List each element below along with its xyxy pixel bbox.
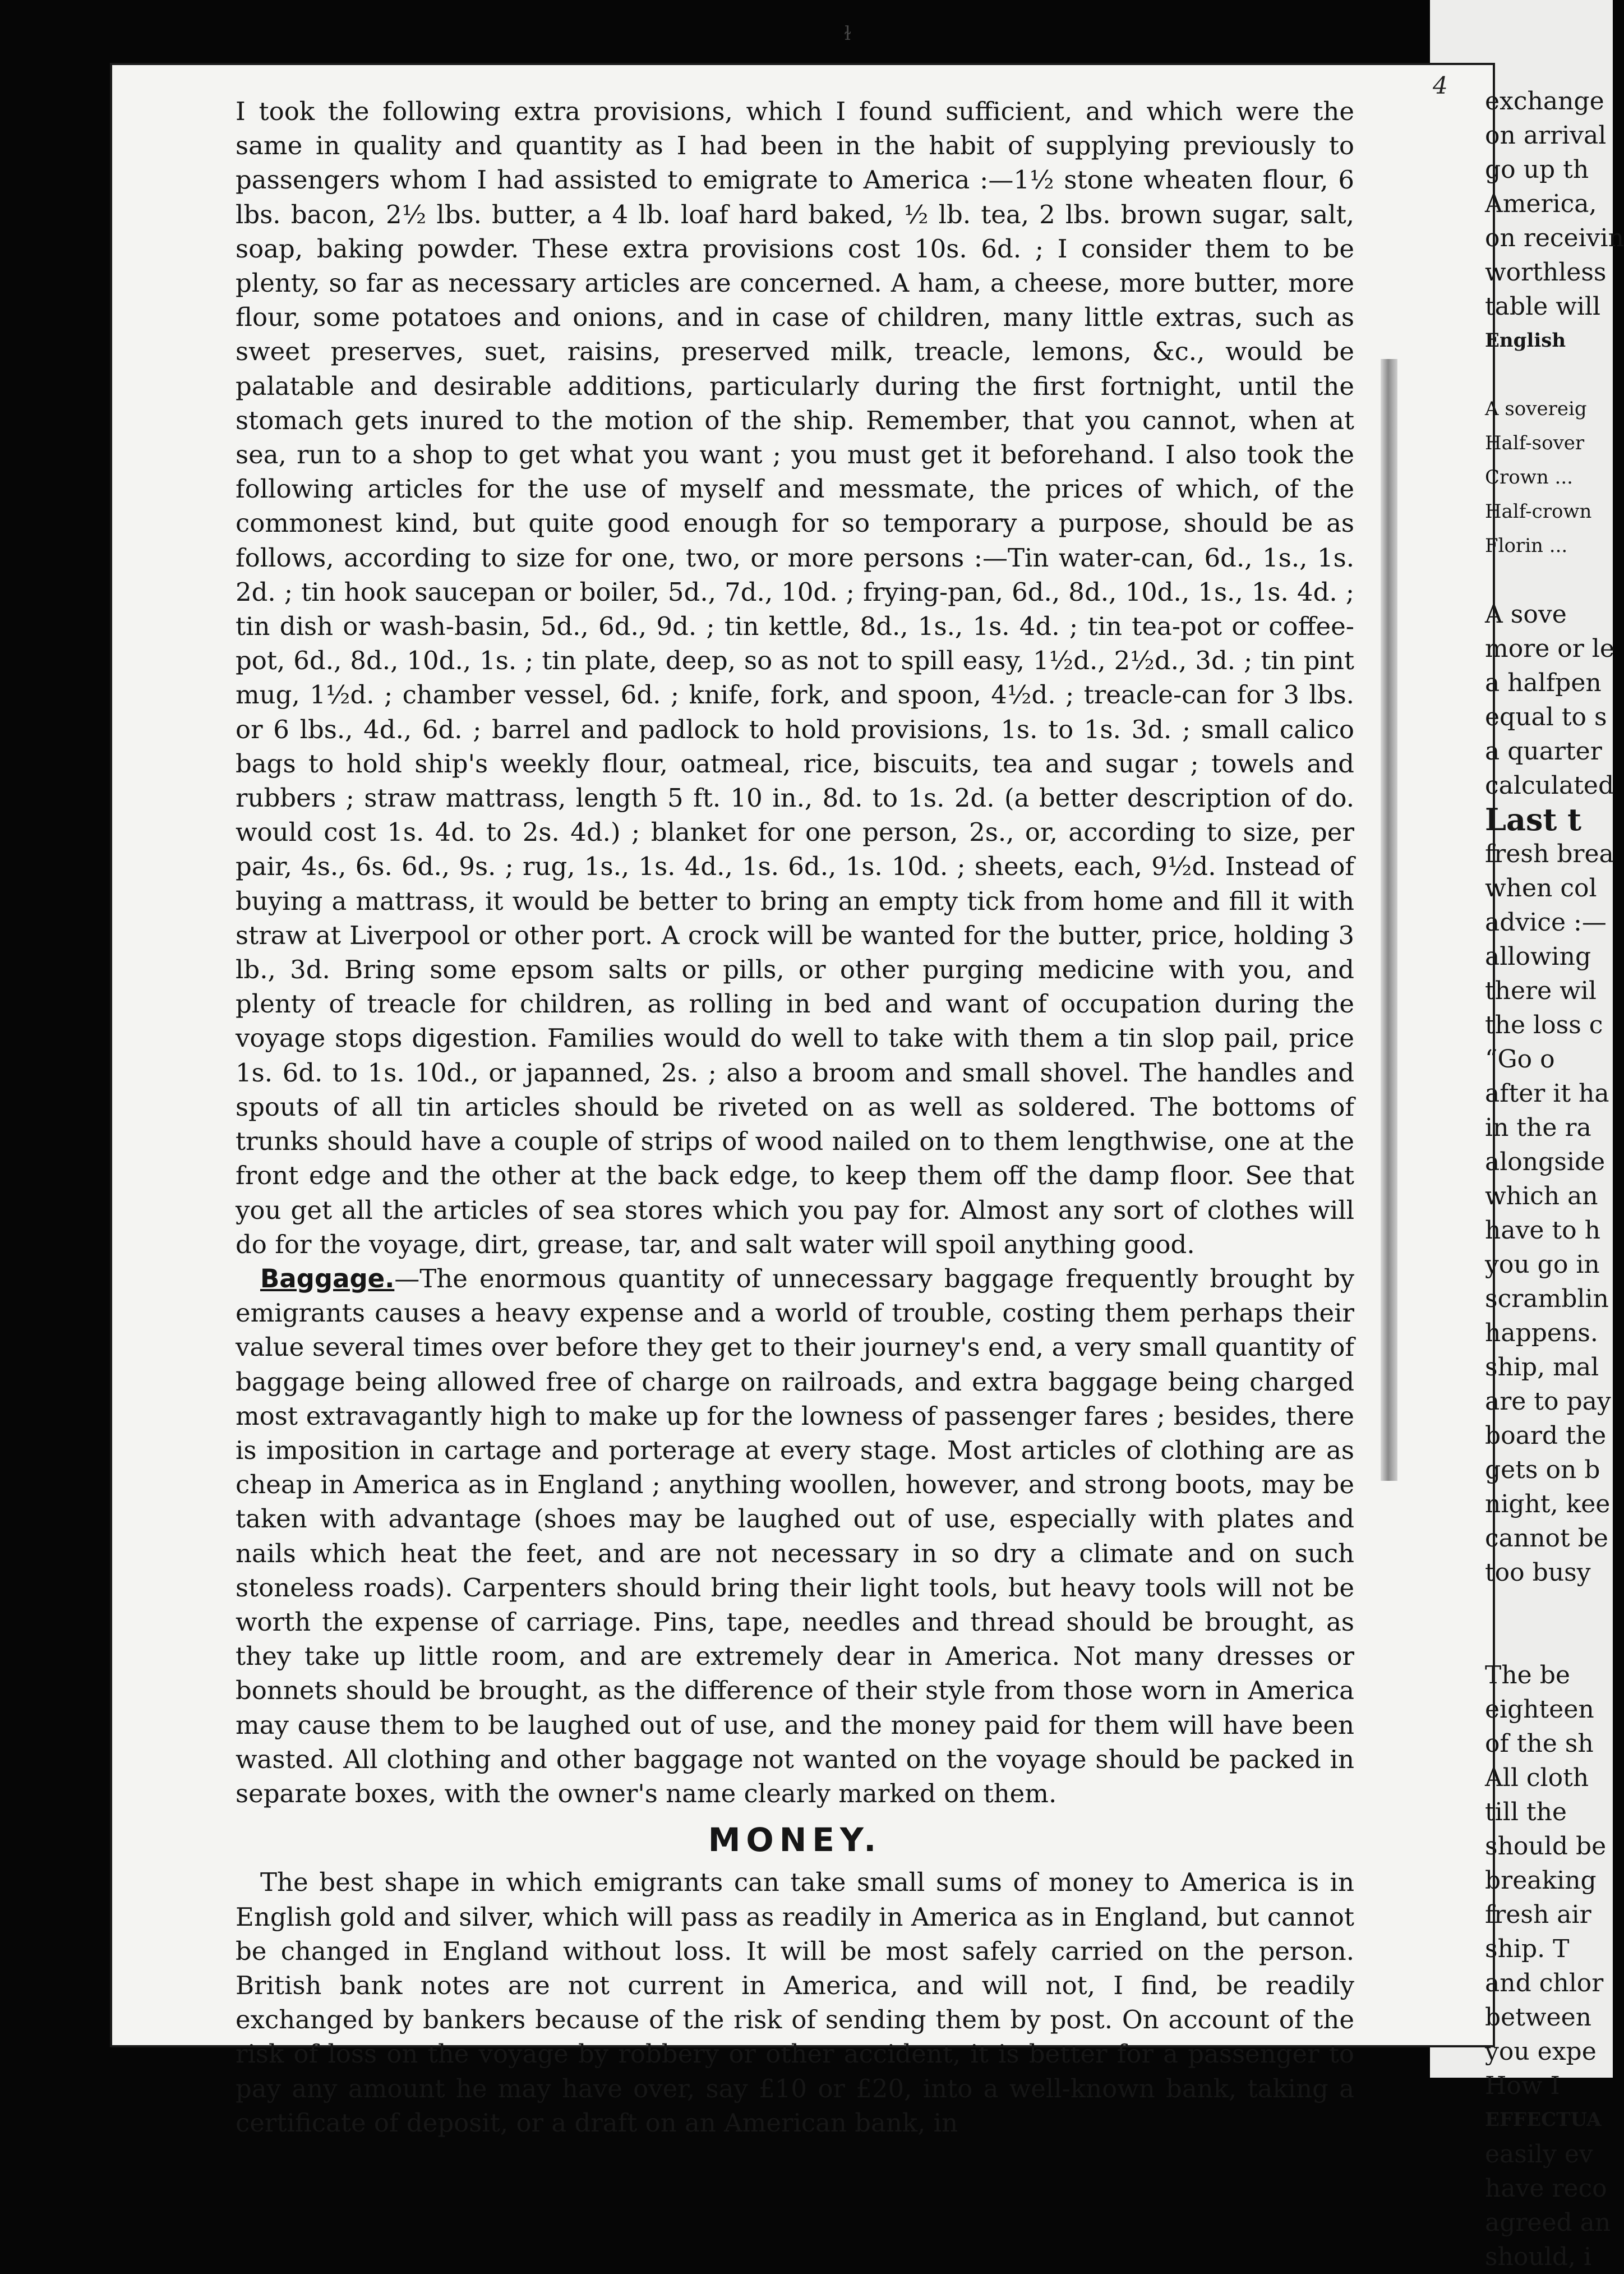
facing-page-line: there wil (1485, 977, 1597, 1005)
facing-page-line (1485, 1590, 1613, 1624)
facing-page-line: in the ra (1485, 1113, 1591, 1142)
facing-page-line: eighteen (1485, 1695, 1594, 1724)
facing-page-line: after it ha (1485, 1079, 1609, 1108)
facing-page-line: and chlor (1485, 1969, 1604, 1997)
facing-page-line: calculated (1485, 771, 1614, 800)
facing-page-line: Half-crown (1485, 500, 1592, 523)
facing-page-line: A sove (1485, 600, 1567, 629)
facing-page-line: more or le (1485, 634, 1614, 663)
facing-page-line: The be (1485, 1661, 1570, 1690)
facing-page-line: advice :— (1485, 908, 1607, 937)
facing-page-line: fresh brea (1485, 840, 1614, 868)
facing-page-line: are to pay (1485, 1387, 1611, 1416)
facing-page-line: English (1485, 329, 1566, 352)
facing-page-line: should, i (1485, 2243, 1592, 2271)
facing-page-line: Crown ... (1485, 466, 1573, 489)
facing-page-line: ship, mal (1485, 1353, 1599, 1382)
facing-page-line: Florin ... (1485, 535, 1568, 557)
baggage-heading: Baggage. (260, 1263, 395, 1293)
facing-page-line: the loss c (1485, 1011, 1603, 1039)
facing-page-line: board the (1485, 1421, 1607, 1450)
money-paragraph: The best shape in which emigrants can take small sums of money to America is in English gold and silver, which will pass as readily in America as in England, but cannot be changed in England without loss. It will be most safely carried on the person. British bank notes are not current in America, and will not, I find, be readily exchanged by bankers because of the risk of sending them by post. On account of the risk of loss on the voyage by robbery or other accident, it is better for a passenger to pay any amount he may have over, say £10 or £20, into a well-known bank, taking a certificate of deposit, or a draft on an American bank, in (236, 1867, 1354, 2138)
facing-page-line: too busy (1485, 1558, 1591, 1587)
facing-page-line: ship. T (1485, 1935, 1570, 1963)
facing-page-line: night, kee (1485, 1490, 1611, 1518)
facing-page-line: have to h (1485, 1216, 1600, 1245)
facing-page-line: have reco (1485, 2174, 1607, 2203)
facing-page-text-fragments (1485, 84, 1624, 2271)
facing-page-line (1485, 1624, 1613, 1658)
facing-page-line: a quarter (1485, 737, 1602, 766)
facing-page-line: All cloth (1485, 1764, 1589, 1792)
facing-page-line (1485, 358, 1613, 392)
facing-page-line: scramblin (1485, 1285, 1609, 1313)
facing-page-line: EFFECTUA (1485, 2109, 1602, 2131)
facing-page-line: cannot be (1485, 1524, 1608, 1553)
facing-page-line: equal to s (1485, 703, 1607, 731)
page-number: 4 (1433, 72, 1448, 99)
facing-page-line: when col (1485, 874, 1597, 903)
facing-page-line: Last t (1485, 802, 1582, 837)
facing-page-line: “Go o (1485, 1045, 1555, 1074)
facing-page-line: go up th (1485, 155, 1589, 184)
facing-page-line: of the sh (1485, 1729, 1594, 1758)
facing-page-line: A sovereig (1485, 398, 1587, 420)
facing-page-line: fresh air (1485, 1900, 1591, 1929)
facing-page-line: alongside (1485, 1148, 1605, 1176)
facing-page-line: agreed an (1485, 2208, 1611, 2237)
baggage-paragraph (236, 1262, 1354, 1811)
facing-page-line: America, (1485, 190, 1597, 218)
facing-page-line: allowing (1485, 942, 1591, 971)
facing-page-line: happens. (1485, 1319, 1598, 1347)
main-text-column (236, 94, 1354, 2138)
baggage-body: —The enormous quantity of unnecessary baggage frequently brought by emigrants causes a heavy expense and a world of trouble, costing them perhaps their value several times over before they get to their journey's end, a very small quantity of baggage being allowed free of charge on railroads, and extra baggage being charged most extravagantly high to make up for the lowness of passenger fares ; besides, there is imposition in cartage and porterage at every stage. Most articles of clothing are as cheap in America as in England ; anything woollen, however, and strong boots, may be taken with advantage (shoes may be laughed out of use, especially with plates and nails which heat the feet, and are not necessary in so dry a climate and on such stoneless roads). Carpenters should bring their light tools, but heavy tools will not be worth the expense of carriage. Pins, tape, needles and thread should be brought, as they take up little room, and are extremely dear in America. Not many dresses or bonnets should be brought, as the difference of their style from those worn in America may cause them to be laughed out of use, and the money paid for them will have been wasted. All clothing and other baggage not wanted on the voyage should be packed in separate boxes, with the owner's name clearly marked on them. (236, 1263, 1354, 1808)
facing-page-line: till the (1485, 1798, 1567, 1826)
provisions-paragraph: I took the following extra provisions, which I found sufficient, and which were the same in quality and quantity as I had been in the habit of supplying previously to passengers whom I had assisted to emigrate to America :—1½ stone wheaten flour, 6 lbs. bacon, 2½ lbs. butter, a 4 lb. loaf hard baked, ½ lb. tea, 2 lbs. brown sugar, salt, soap, baking powder. These extra provisions cost 10s. 6d. ; I consider them to be plenty, so far as necessary articles are concerned. A ham, a cheese, more butter, more flour, some potatoes and onions, and in case of children, many little extras, such as sweet preserves, suet, raisins, preserved milk, treacle, lemons, &c., would be palatable and desirable additions, particularly during the first fortnight, until the stomach gets inured to the motion of the ship. Remember, that you cannot, when at sea, run to a shop to get what you want ; you must get it beforehand. I also took the following articles for the use of myself and messmate, the prices of which, of the commonest kind, but quite good enough for so temporary a purpose, should be as follows, according to size for one, two, or more persons :—Tin water-can, 6d., 1s., 1s. 2d. ; tin hook saucepan or boiler, 5d., 7d., 10d. ; frying-pan, 6d., 8d., 10d., 1s., 1s. 4d. ; tin dish or wash-basin, 5d., 6d., 9d. ; tin kettle, 8d., 1s., 1s. 4d. ; tin tea-pot or coffee-pot, 6d., 8d., 10d., 1s. ; tin plate, deep, so as not to spill easy, 1½d., 2½d., 3d. ; tin pint mug, 1½d. ; chamber vessel, 6d. ; knife, fork, and spoon, 4½d. ; treacle-can for 3 lbs. or 6 lbs., 4d., 6d. ; barrel and padlock to hold provisions, 1s. to 1s. 3d. ; small calico bags to hold ship's weekly flour, oatmeal, rice, biscuits, tea and sugar ; towels and rubbers ; straw mattrass, length 5 ft. 10 in., 8d. to 1s. 2d. (a better description of do. would cost 1s. 4d. to 2s. 4d.) ; blanket for one person, 2s., or, according to size, per pair, 4s., 6s. 6d., 9s. ; rug, 1s., 1s. 4d., 1s. 6d., 1s. 10d. ; sheets, each, 9½d. Instead of buying a mattrass, it would be better to bring an empty tick from home and fill it with straw at Liverpool or other port. A crock will be wanted for the butter, price, holding 3 lb., 3d. Bring some epsom salts or pills, or other purging medicine with you, and plenty of treacle for children, as rolling in bed and want of occupation during the voyage stops digestion. Families would do well to take with them a tin slop pail, price 1s. 6d. to 1s. 10d., or japanned, 2s. ; also a broom and small shovel. The handles and spouts of all tin articles should be riveted on as well as soldered. The bottoms of trunks should have a couple of strips of wood nailed on to them lengthwise, one at the front edge and the other at the back edge, to keep them off the damp floor. See that you get all the articles of sea stores which you pay for. Almost any sort of clothes will do for the voyage, dirt, grease, tar, and salt water will spoil anything good. (236, 96, 1354, 1259)
facing-page-line: between (1485, 2003, 1591, 2032)
facing-page-line: easily ev (1485, 2140, 1593, 2169)
facing-page-line: exchange (1485, 87, 1604, 116)
facing-page-line: How I (1485, 2072, 1560, 2100)
facing-page-line: on receivin (1485, 224, 1624, 252)
facing-page-line: gets on b (1485, 1456, 1600, 1484)
facing-page-line (1485, 563, 1613, 597)
money-heading: MONEY. (708, 1821, 882, 1859)
facing-page-line: breaking (1485, 1866, 1597, 1895)
facing-page-line: which an (1485, 1182, 1598, 1210)
facing-page-line: worthless (1485, 258, 1607, 287)
facing-page-line: Half-sover (1485, 432, 1585, 454)
facing-page-line: should be (1485, 1832, 1607, 1861)
top-marker: ɫ (844, 22, 851, 45)
facing-page-line: table will (1485, 292, 1601, 321)
facing-page-line: you expe (1485, 2037, 1597, 2066)
facing-page-line: a halfpen (1485, 669, 1602, 697)
facing-page-line: on arrival (1485, 121, 1607, 150)
facing-page-line: you go in (1485, 1250, 1600, 1279)
page-gutter-shadow (1381, 359, 1397, 1481)
